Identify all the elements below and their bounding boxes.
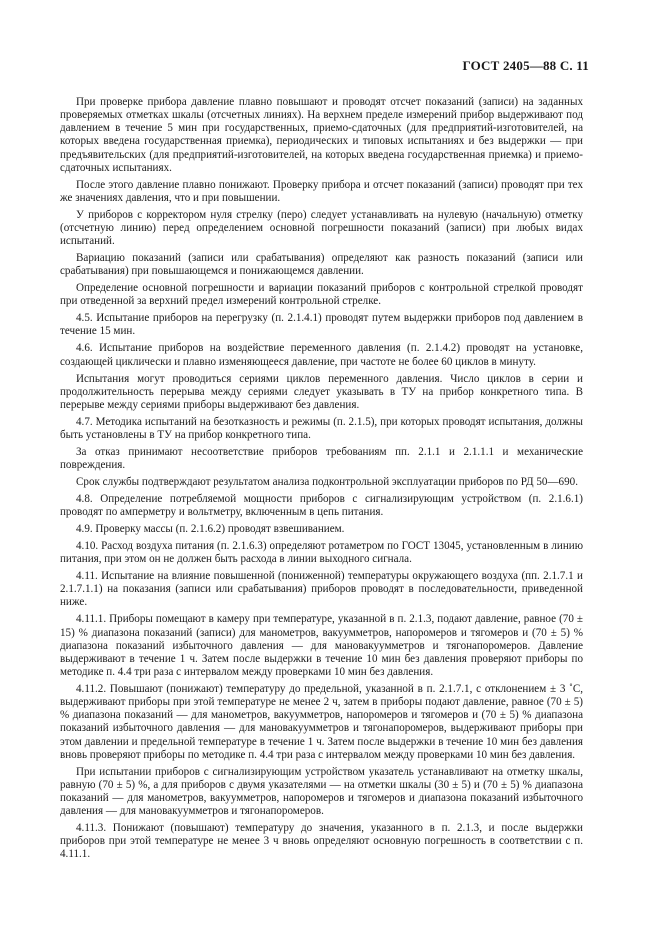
paragraph: Испытания могут проводиться сериями циклов переменного давления. Число циклов в серии и продолжительность перерыва между сериями следует указывать в ТУ на прибор конкретного типа. В перерыве между сериями приборы выдерживают без давления. — [60, 372, 583, 411]
paragraph: За отказ принимают несоответствие приборов требованиям пп. 2.1.1 и 2.1.1.1 и механические повреждения. — [60, 445, 583, 472]
paragraph: Определение основной погрешности и вариации показаний приборов с контрольной стрелкой проводят при отведенной за верхний предел измерений контрольной стрелке. — [60, 282, 583, 308]
paragraph: 4.5. Испытание приборов на перегрузку (п. 2.1.4.1) проводят путем выдержки приборов под давлением в течение 15 мин. — [60, 312, 583, 338]
paragraph: 4.11.2. Повышают (понижают) температуру до предельной, указанной в п. 2.1.7.1, с отклонением ± 3 ˚С, выдерживают приборы при этой температуре не менее 2 ч, затем в приборы подают давление, равное (70 ± 5) % диапазона показаний — для манометров, вакуумметров, напоромеров и тягомеров и (70 ± 5) % диапазона показаний избыточного давления — для мановакуумметров и тягонапоромеров, выдерживают приборы при этом давлении и предельной температуре в течение 1 ч. Затем после выдержки в течение 10 мин без давления вновь проверяют приборы по методике п. 4.4 три раза с интервалом между проверками 10 мин без давления. — [60, 683, 583, 761]
paragraph: 4.8. Определение потребляемой мощности приборов с сигнализирующим устройством (п. 2.1.6.1) проводят по амперметру и вольтметру, включенным в цепь питания. — [60, 492, 583, 519]
paragraph: 4.9. Проверку массы (п. 2.1.6.2) проводят взвешиванием. — [76, 523, 345, 536]
paragraph: 4.6. Испытание приборов на воздействие переменного давления (п. 2.1.4.2) проводят на установке, создающей циклически и плавно изменяющееся давление, при частоте не более 60 циклов в минуту. — [60, 342, 583, 368]
paragraph: Срок службы подтверждают результатом анализа подконтрольной эксплуатации приборов по РД 50—690. — [76, 476, 578, 489]
paragraph: 4.11.1. Приборы помещают в камеру при температуре, указанной в п. 2.1.3, подают давление, равное (70 ± 15) % диапазона показаний (записи) для манометров, вакуумметров, напоромеров и тягомеров и (70 ± 5) % диапазона показаний избыточного давления — для мановакуумметров и тягонапоромеров. Давление выдерживают в течение 1 ч. Затем после выдержки в течение 10 мин без давления проверяют приборы по методике п. 4.4 три раза с интервалом между проверками 10 мин без давления. — [60, 613, 583, 679]
document-body — [60, 96, 583, 865]
paragraph: Вариацию показаний (записи или срабатывания) определяют как разность показаний (записи или срабатывания) при повышающемся и понижающемся давлении. — [60, 252, 583, 278]
paragraph: 4.11.3. Понижают (повышают) температуру до значения, указанного в п. 2.1.3, и после выдержки приборов при этой температуре не менее 3 ч вновь определяют основную погрешность в соответствии с п. 4.11.1. — [60, 822, 583, 861]
paragraph: После этого давление плавно понижают. Проверку прибора и отсчет показаний (записи) проводят при тех же значениях давления, что и при повышении. — [60, 178, 583, 204]
page-header: ГОСТ 2405—88 С. 11 — [462, 58, 589, 73]
paragraph: При испытании приборов с сигнализирующим устройством указатель устанавливают на отметку шкалы, равную (70 ± 5) %, а для приборов с двумя указателями — на отметки шкалы (30 ± 5) и (70 ± 5) % диапазона показаний — для манометров, вакуумметров, напоромеров и тягомеров и диапазона показаний избыточного давления — для мановакуумметров и тягонапоромеров. — [60, 765, 583, 818]
paragraph: 4.10. Расход воздуха питания (п. 2.1.6.3) определяют ротаметром по ГОСТ 13045, установленным в линию питания, при этом он не должен быть расхода в линии выходного сигнала. — [60, 540, 583, 566]
paragraph: При проверке прибора давление плавно повышают и проводят отсчет показаний (записи) на заданных проверяемых отметках шкалы (отсчетных линиях). На верхнем пределе измерений прибор выдерживают под давлением в течение 5 мин при государственных, приемо-сдаточных (для предприятий-изготовителей, на которых введена государственная приемка), периодических и типовых испытаниях и без выдержки — при предъявительских (для предприятий-изготовителей, на которых введена государственная приемка) и приемо-сдаточных испытаниях. — [60, 96, 583, 174]
paragraph: У приборов с корректором нуля стрелку (перо) следует устанавливать на нулевую (начальную) отметку (отсчетную линию) перед определением основной погрешности показаний (записи) при любых видах испытаний. — [60, 208, 583, 248]
paragraph: 4.7. Методика испытаний на безотказность и режимы (п. 2.1.5), при которых проводят испытания, должны быть установлены в ТУ на прибор конкретного типа. — [60, 415, 583, 441]
paragraph: 4.11. Испытание на влияние повышенной (пониженной) температуры окружающего воздуха (пп. 2.1.7.1 и 2.1.7.1.1) на показания (записи или срабатывания) приборов проводят в последовательности, приведенной ниже. — [60, 570, 583, 609]
